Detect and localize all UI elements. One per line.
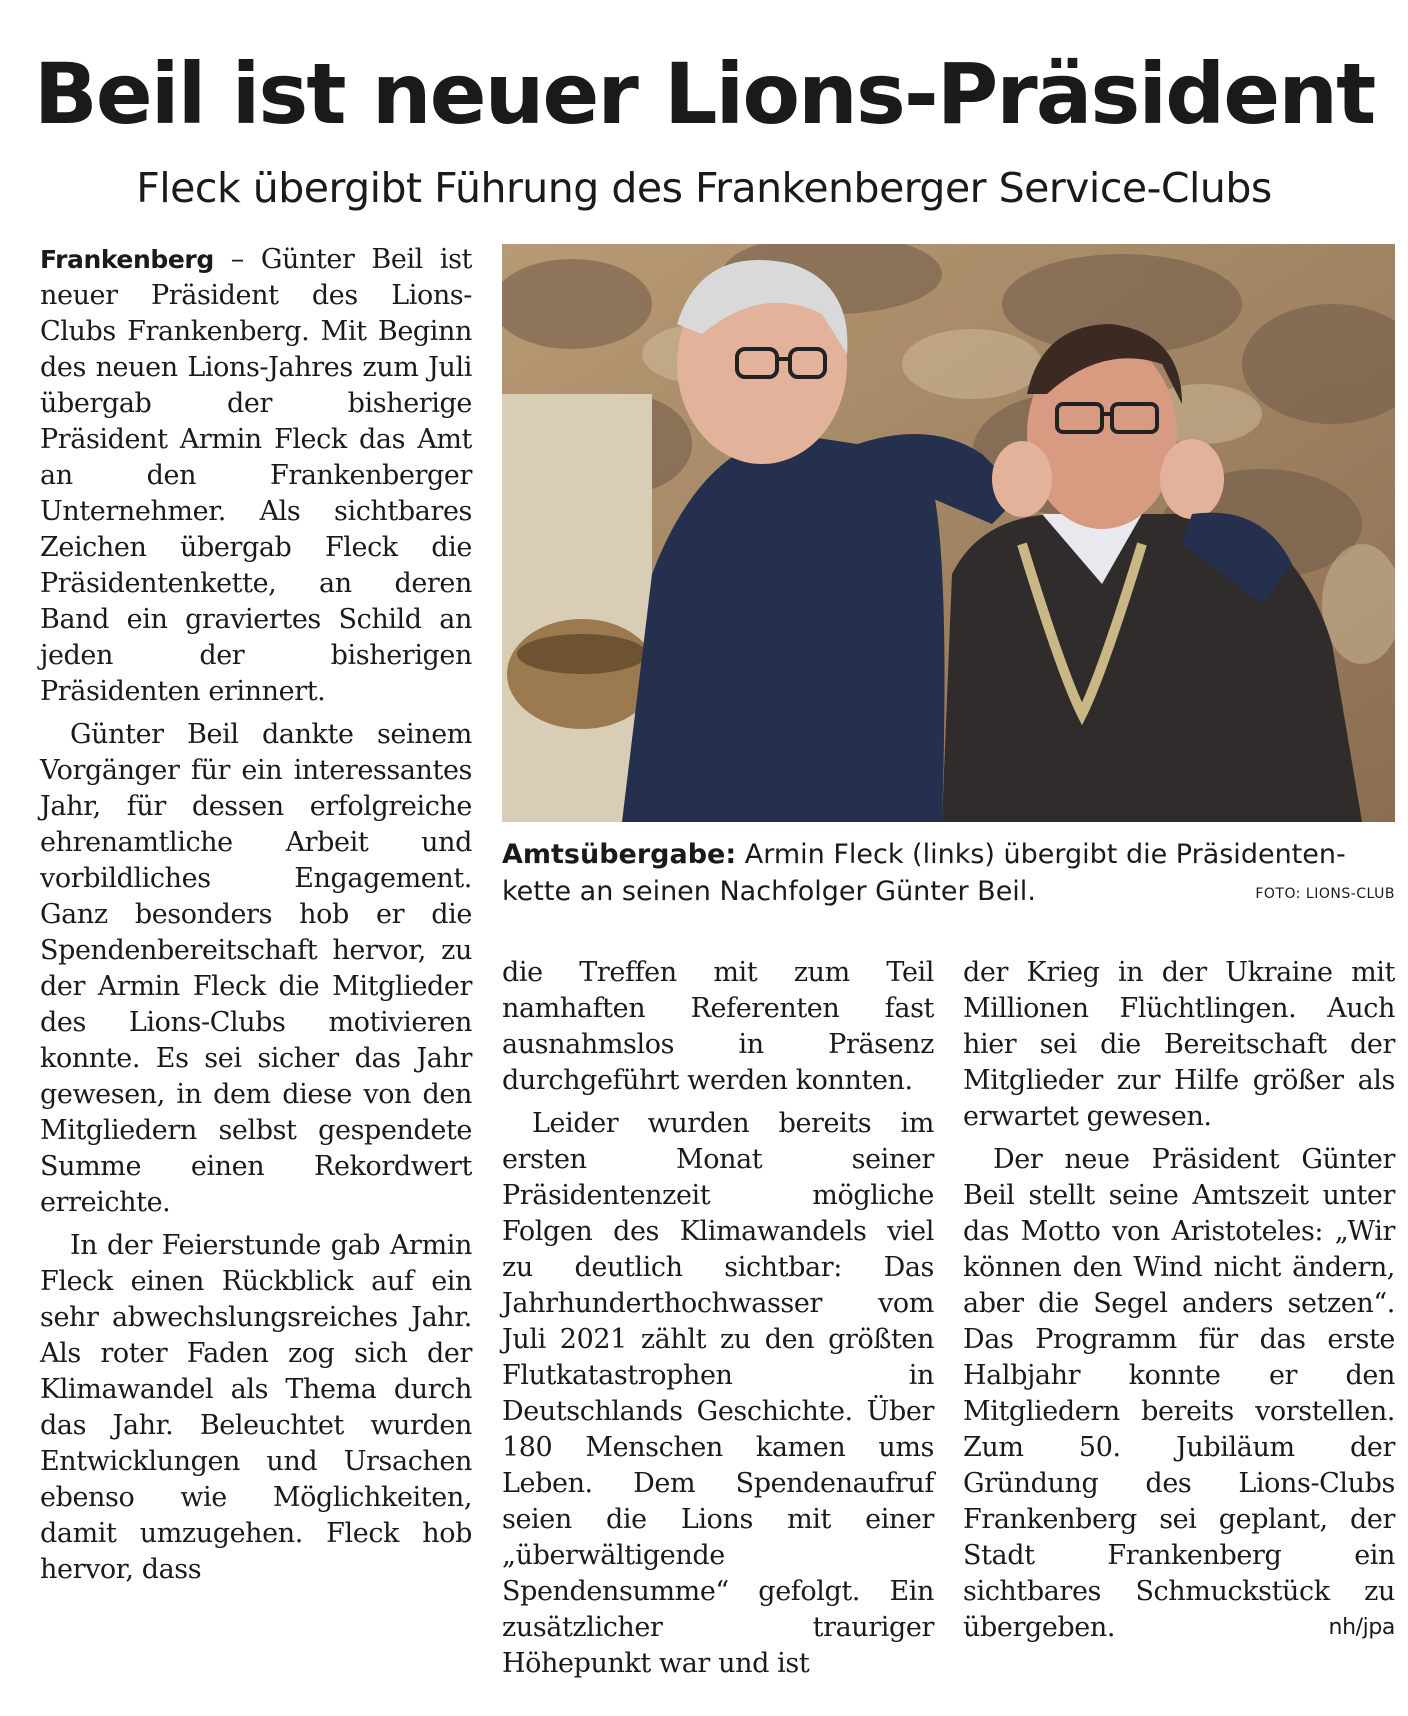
paragraph: die Treffen mit zum Teil namhaften Referenten fast ausnahmslos in Präsenz durchgeführt werden konnten. bbox=[502, 957, 934, 1096]
paragraph: der Krieg in der Ukraine mit Millionen Flüchtlingen. Auch hier sei die Bereitschaft der Mitglieder zur Hilfe größer als erwartet gewesen. bbox=[963, 957, 1395, 1132]
paragraph: Leider wurden bereits im ersten Monat seiner Präsidentenzeit mögliche Folgen des Klimawandels viel zu deutlich sichtbar: Das Jahrhunderthochwasser vom Juli 2021 zählt zu den größten Flutkatastrophen in Deutschlands Geschichte. Über 180 Menschen kamen ums Leben. Dem Spendenaufruf seien die Lions mit einer „überwältigende Spendensumme“ gefolgt. Ein zusätzlicher trauriger Höhepunkt war und ist bbox=[502, 1108, 934, 1679]
paragraph bbox=[963, 1142, 1395, 1646]
paragraph-text: – Günter Beil ist neuer Präsident des Lions-Clubs Frankenberg. Mit Beginn des neuen Lions-Jahres zum Juli übergab der bisherige Präsident Armin Fleck das Amt an den Frankenberger Unternehmer. Als sichtbares Zeichen übergab Fleck die Präsidentenkette, an deren Band ein graviertes Schild an jeden der bisherigen Präsidenten erinnert. bbox=[40, 244, 472, 707]
caption-lead: Amtsübergabe: bbox=[502, 839, 737, 870]
photo-credit: FOTO: LIONS-CLUB bbox=[1255, 886, 1395, 902]
dateline: Frankenberg bbox=[40, 245, 214, 274]
paragraph-text: Der neue Präsident Günter Beil stellt seine Amtszeit unter das Motto von Aristoteles: „Wir können den Wind nicht ändern, aber die Segel anders setzen“. Das Programm für das erste Halbjahr konnte er den Mitgliedern bereits vorstellen. Zum 50. Jubiläum der Gründung des Lions-Clubs Frankenberg sei geplant, der Stadt Frankenberg ein sichtbares Schmuckstück zu übergeben. bbox=[963, 1144, 1395, 1643]
paragraph bbox=[40, 242, 472, 710]
text-column-1 bbox=[40, 242, 472, 1588]
text-column-2 bbox=[502, 955, 934, 1682]
caption-text: Armin Fleck (links) übergibt die Präsidentenkette an seinen Nachfolger Günter Beil. bbox=[502, 839, 1346, 907]
subheadline: Fleck übergibt Führung des Frankenberger Service-Clubs bbox=[136, 164, 1272, 212]
photo-illustration bbox=[502, 244, 1395, 822]
headline: Beil ist neuer Lions-Präsident bbox=[33, 45, 1375, 143]
paragraph: In der Feierstunde gab Armin Fleck einen Rückblick auf ein sehr abwechslungsreiches Jahr. Als roter Faden zog sich der Klimawandel als Thema durch das Jahr. Beleuchtet wurden Entwicklungen und Ursachen ebenso wie Möglichkeiten, damit umzugehen. Fleck hob hervor, dass bbox=[40, 1230, 472, 1585]
article-photo bbox=[502, 244, 1395, 822]
author-signature: nh/jpa bbox=[1328, 1615, 1395, 1640]
paragraph: Günter Beil dankte seinem Vorgänger für ein interessantes Jahr, für dessen erfolgreiche ehrenamtliche Arbeit und vorbildliches Engagement. Ganz besonders hob er die Spendenbereitschaft hervor, zu der Armin Fleck die Mitglieder des Lions-Clubs motivieren konnte. Es sei sicher das Jahr gewesen, in dem diese von den Mitgliedern selbst gespendete Summe einen Rekordwert erreichte. bbox=[40, 719, 472, 1218]
text-column-3 bbox=[963, 955, 1395, 1646]
